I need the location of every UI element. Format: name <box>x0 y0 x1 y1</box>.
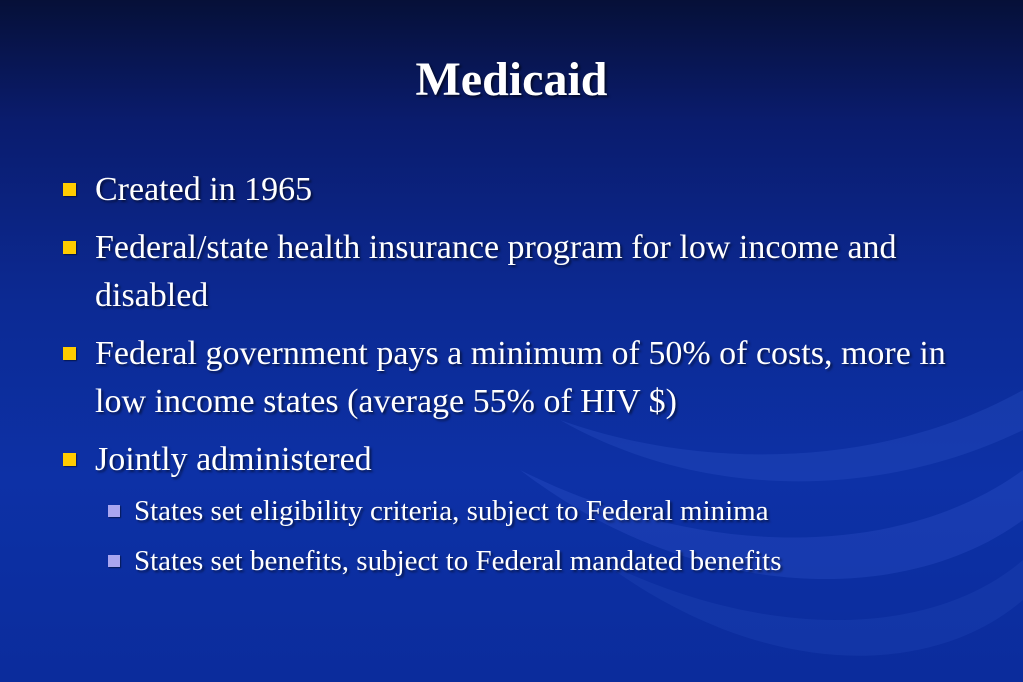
slide-title: Medicaid <box>415 53 608 106</box>
yellow-square-bullet-icon <box>63 183 76 196</box>
bullet-list <box>60 166 980 596</box>
bullet-item <box>60 436 980 586</box>
yellow-square-bullet-icon <box>63 453 76 466</box>
bullet-item <box>60 166 980 214</box>
bullet-item <box>60 330 980 426</box>
lavender-square-bullet-icon <box>108 505 120 517</box>
sub-bullet-list <box>95 486 980 586</box>
sub-bullet-item <box>105 486 980 536</box>
bullet-text: Created in 1965 <box>95 171 313 208</box>
sub-bullet-text: States set benefits, subject to Federal mandated benefits <box>134 545 782 577</box>
sub-bullet-item <box>105 536 980 586</box>
bullet-text: Federal/state health insurance program for low income and disabled <box>95 229 897 314</box>
bullet-text: Jointly administered <box>95 441 372 478</box>
lavender-square-bullet-icon <box>108 555 120 567</box>
yellow-square-bullet-icon <box>63 347 76 360</box>
bullet-item <box>60 224 980 320</box>
sub-bullet-text: States set eligibility criteria, subject to Federal minima <box>134 495 769 527</box>
bullet-text: Federal government pays a minimum of 50% of costs, more in low income states (average 55% of HIV $) <box>95 335 946 420</box>
yellow-square-bullet-icon <box>63 241 76 254</box>
